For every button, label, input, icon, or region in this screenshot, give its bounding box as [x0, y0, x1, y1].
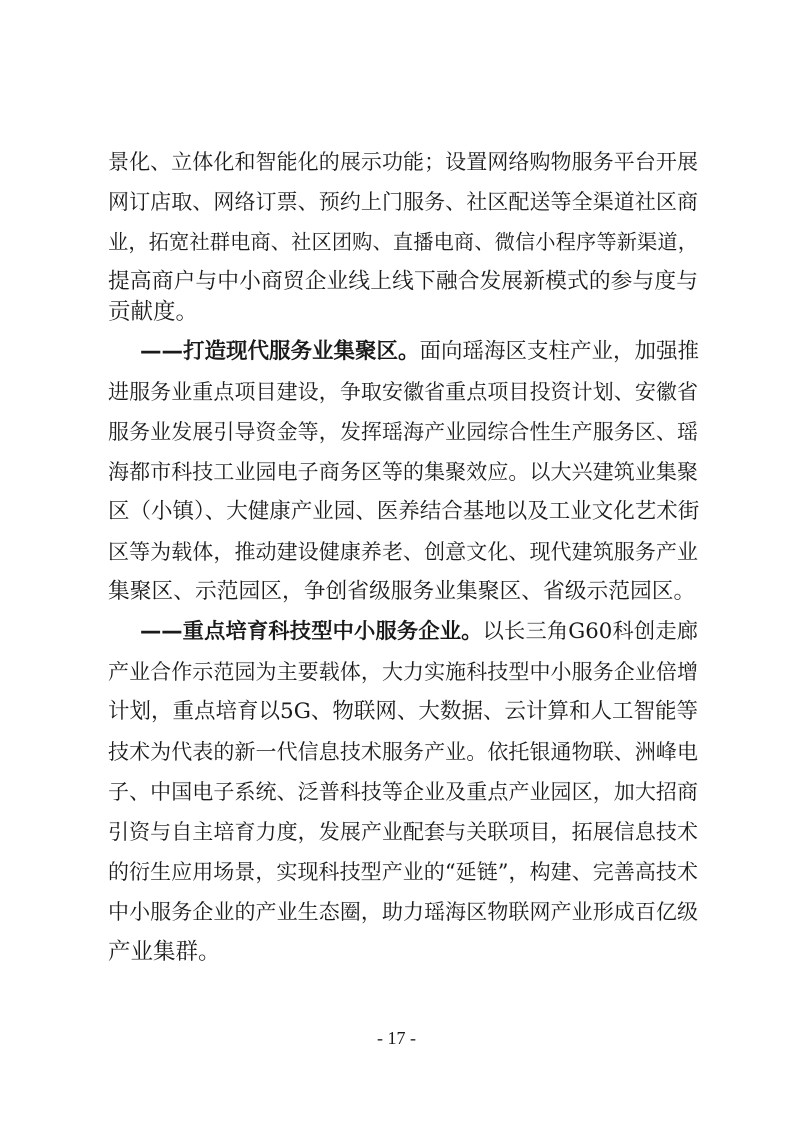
paragraph-3-line: 子、中国电子系统、泛普科技等企业及重点产业园区，加大招商 — [108, 780, 698, 804]
paragraph-2-line: 区（小镇）、大健康产业园、医养结合基地以及工业文化艺术街 — [108, 499, 700, 524]
paragraph-2-line: 服务业发展引导资金等，发挥瑶海产业园综合性生产服务区、瑶 — [108, 420, 698, 444]
section-heading: ——重点培育科技型中小服务企业。 — [140, 619, 483, 644]
paragraph-2-first-line — [140, 337, 698, 367]
paragraph-2-line: 海都市科技工业园电子商务区等的集聚效应。以大兴建筑业集聚 — [108, 460, 698, 484]
paragraph-1-line: 业，拓宽社群电商、社区团购、直播电商、微信小程序等新渠道， — [108, 230, 698, 254]
paragraph-1-line: 景化、立体化和智能化的展示功能；设置网络购物服务平台开展 — [108, 150, 698, 174]
paragraph-2-line: 集聚区、示范园区，争创省级服务业集聚区、省级示范园区。 — [108, 579, 696, 604]
paragraph-3-line: 产业合作示范园为主要载体，大力实施科技型中小服务企业倍增 — [108, 660, 698, 684]
section-heading: ——打造现代服务业集聚区。 — [140, 339, 420, 364]
paragraph-2-first-line-text: 面向瑶海区支柱产业，加强推 — [419, 339, 700, 364]
paragraph-1-line: 网订店取、网络订票、预约上门服务、社区配送等全渠道社区商 — [108, 190, 698, 214]
paragraph-3-line: 产业集群。 — [108, 939, 221, 965]
paragraph-2-line: 区等为载体，推动建设健康养老、创意文化、现代建筑服务产业 — [108, 540, 698, 564]
paragraph-3-line: 引资与自主培育力度，发展产业配套与关联项目，拓展信息技术 — [108, 820, 698, 844]
paragraph-1-line: 提高商户与中小商贸企业线上线下融合发展新模式的参与度与 — [108, 269, 698, 294]
paragraph-3-line: 中小服务企业的产业生态圈，助力瑶海区物联网产业形成百亿级 — [108, 900, 698, 924]
paragraph-3-line: 计划，重点培育以5G、物联网、大数据、云计算和人工智能等 — [108, 699, 698, 724]
paragraph-3-first-line — [140, 617, 698, 647]
paragraph-1-line: 贡献度。 — [108, 299, 199, 325]
page-number: - 17 - — [377, 1028, 416, 1048]
paragraph-3-first-line-text: 以长三角G60科创走廊 — [482, 619, 698, 644]
paragraph-3-line: 的衍生应用场景，实现科技型产业的“延链”，构建、完善高技术 — [108, 860, 698, 884]
paragraph-2-line: 进服务业重点项目建设，争取安徽省重点项目投资计划、安徽省 — [108, 380, 698, 404]
paragraph-3-line: 技术为代表的新一代信息技术服务产业。依托银通物联、洲峰电 — [108, 740, 698, 764]
